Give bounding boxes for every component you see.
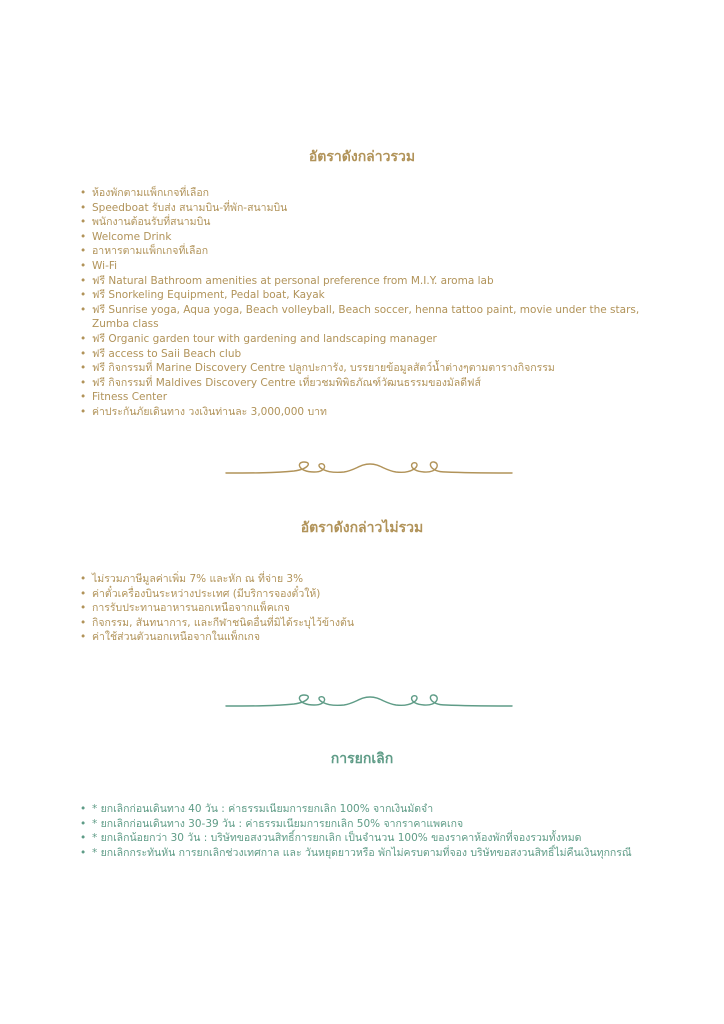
list-item: • ฟรี Organic garden tour with gardening and landscaping manager bbox=[92, 332, 642, 347]
included-list bbox=[92, 186, 642, 420]
list-item: • ค่าใช้ส่วนตัวนอกเหนือจากในแพ็กเกจ bbox=[92, 630, 642, 645]
cancellation-heading: การยกเลิก bbox=[330, 751, 394, 767]
list-item: • * ยกเลิกน้อยกว่า 30 วัน : บริษัทขอสงวนสิทธิ์การยกเลิก เป็นจำนวน 100% ของราคาห้องพักที่จองรวมทั้งหมด bbox=[92, 831, 642, 846]
list-item: • ค่าตั๋วเครื่องบินระหว่างประเทศ (มีบริการจองตั๋วให้) bbox=[92, 587, 642, 602]
list-item: • Wi-Fi bbox=[92, 259, 642, 274]
list-item: • Speedboat รับส่ง สนามบิน-ที่พัก-สนามบิน bbox=[92, 201, 642, 216]
list-item: • อาหารตามแพ็กเกจที่เลือก bbox=[92, 244, 642, 259]
list-item: • * ยกเลิกกระทันหัน การยกเลิกช่วงเทศกาล และ วันหยุดยาวหรือ พักไม่ครบตามที่จอง บริษัทขอสงวนสิทธิ์ไม่คืนเงินทุกกรณี bbox=[92, 846, 642, 861]
excluded-heading: อัตราดังกล่าวไม่รวม bbox=[300, 520, 424, 536]
list-item: • การรับประทานอาหารนอกเหนือจากแพ็คเกจ bbox=[92, 601, 642, 616]
list-item: • ฟรี Snorkeling Equipment, Pedal boat, Kayak bbox=[92, 288, 642, 303]
list-item: • ไม่รวมภาษีมูลค่าเพิ่ม 7% และหัก ณ ที่จ่าย 3% bbox=[92, 572, 642, 587]
list-item: • Fitness Center bbox=[92, 390, 642, 405]
list-item: • ค่าประกันภัยเดินทาง วงเงินท่านละ 3,000,000 บาท bbox=[92, 405, 642, 420]
list-item: • Welcome Drink bbox=[92, 230, 642, 245]
ornament-divider-teal bbox=[224, 691, 514, 715]
list-item: • กิจกรรม, สันทนาการ, และกีฬาชนิดอื่นที่มิได้ระบุไว้ข้างต้น bbox=[92, 616, 642, 631]
included-heading: อัตราดังกล่าวรวม bbox=[308, 149, 416, 165]
list-item: • ฟรี access to Saii Beach club bbox=[92, 347, 642, 362]
excluded-list bbox=[92, 572, 642, 645]
list-item: • ฟรี Sunrise yoga, Aqua yoga, Beach volleyball, Beach soccer, henna tattoo paint, movie under the stars, Zumba class bbox=[92, 303, 642, 332]
ornament-divider-gold bbox=[224, 458, 514, 482]
list-item: • * ยกเลิกก่อนเดินทาง 30-39 วัน : ค่าธรรมเนียมการยกเลิก 50% จากราคาแพคเกจ bbox=[92, 817, 642, 832]
list-item: • ฟรี กิจกรรมที่ Marine Discovery Centre ปลูกปะการัง, บรรยายข้อมูลสัตว์น้ำต่างๆตามตารางกิจกรรม bbox=[92, 361, 642, 376]
list-item: • พนักงานต้อนรับที่สนามบิน bbox=[92, 215, 642, 230]
list-item: • ฟรี Natural Bathroom amenities at personal preference from M.I.Y. aroma lab bbox=[92, 274, 642, 289]
list-item: • ฟรี กิจกรรมที่ Maldives Discovery Centre เที่ยวชมพิพิธภัณฑ์วัฒนธรรมของมัลดีฟส์ bbox=[92, 376, 642, 391]
list-item: • * ยกเลิกก่อนเดินทาง 40 วัน : ค่าธรรมเนียมการยกเลิก 100% จากเงินมัดจำ bbox=[92, 802, 642, 817]
list-item: • ห้องพักตามแพ็กเกจที่เลือก bbox=[92, 186, 642, 201]
cancellation-list bbox=[92, 802, 642, 860]
